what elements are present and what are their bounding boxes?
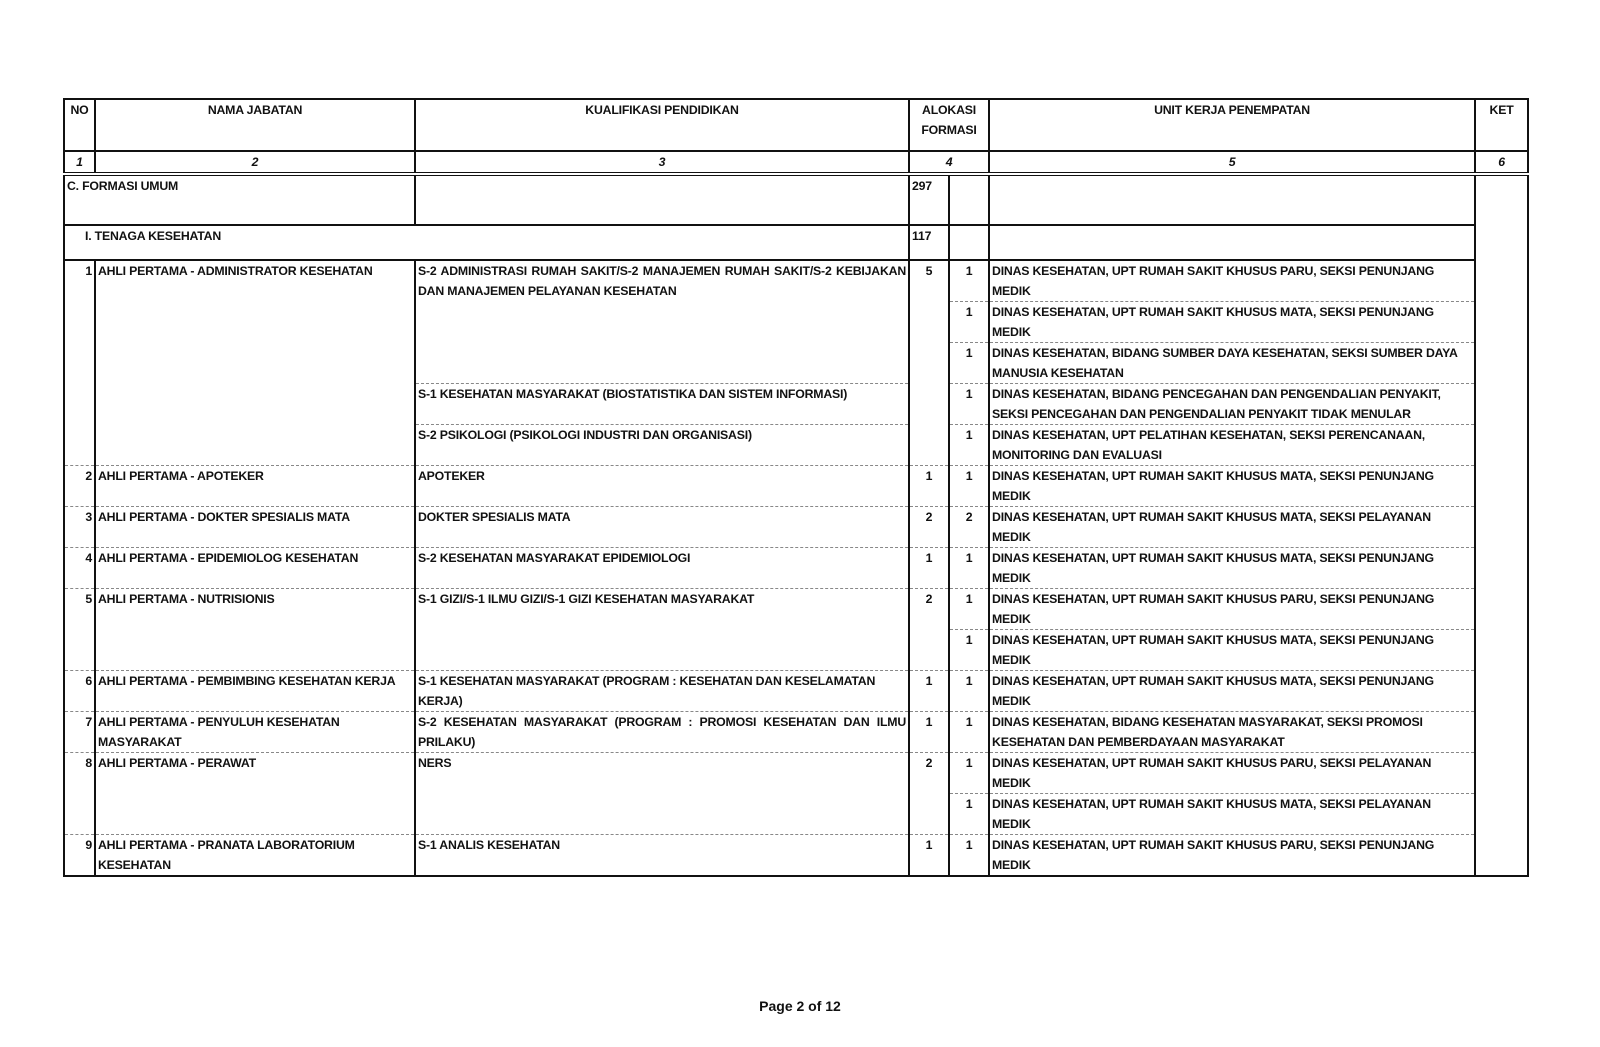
- table-row: [64, 589, 1528, 630]
- row-kualifikasi: S-2 PSIKOLOGI (PSIKOLOGI INDUSTRI DAN ORGANISASI): [415, 425, 909, 466]
- section-row: [64, 174, 1528, 225]
- row-total-empty: [909, 384, 949, 425]
- table-row: [64, 260, 1528, 302]
- column-number-row: [64, 151, 1528, 174]
- row-qty: 1: [949, 589, 989, 630]
- column-number: 5: [989, 151, 1475, 174]
- row-unit: DINAS KESEHATAN, UPT RUMAH SAKIT KHUSUS MATA, SEKSI PENUNJANG MEDIK: [989, 302, 1475, 343]
- section-total: 297: [909, 174, 949, 225]
- row-no: 8: [64, 753, 95, 794]
- row-kualifikasi: S-2 ADMINISTRASI RUMAH SAKIT/S-2 MANAJEMEN RUMAH SAKIT/S-2 KEBIJAKAN DAN MANAJEMEN PELAYANAN KESEHATAN: [415, 260, 909, 384]
- row-jabatan: AHLI PERTAMA - PEMBIMBING KESEHATAN KERJA: [95, 671, 415, 712]
- column-number: 1: [64, 151, 95, 174]
- row-no: 9: [64, 835, 95, 877]
- section-empty: [415, 174, 909, 225]
- header-alokasi-formasi: ALOKASI FORMASI: [909, 99, 989, 151]
- row-no: 1: [64, 260, 95, 302]
- row-jabatan: AHLI PERTAMA - DOKTER SPESIALIS MATA: [95, 507, 415, 548]
- row-total: 2: [909, 753, 949, 794]
- row-qty: 1: [949, 260, 989, 302]
- row-total-empty: [909, 302, 949, 343]
- row-unit: DINAS KESEHATAN, UPT RUMAH SAKIT KHUSUS MATA, SEKSI PENUNJANG MEDIK: [989, 548, 1475, 589]
- row-total-empty: [909, 630, 949, 671]
- column-number: 6: [1475, 151, 1528, 174]
- row-jabatan: AHLI PERTAMA - PRANATA LABORATORIUM KESEHATAN: [95, 835, 415, 877]
- row-kualifikasi: S-1 KESEHATAN MASYARAKAT (BIOSTATISTIKA DAN SISTEM INFORMASI): [415, 384, 909, 425]
- row-unit: DINAS KESEHATAN, UPT PELATIHAN KESEHATAN, SEKSI PERENCANAAN, MONITORING DAN EVALUASI: [989, 425, 1475, 466]
- ket-column: [1475, 174, 1528, 876]
- row-no: 5: [64, 589, 95, 630]
- row-no-empty: [64, 794, 95, 835]
- row-total: 1: [909, 671, 949, 712]
- row-no-empty: [64, 384, 95, 425]
- row-unit: DINAS KESEHATAN, UPT RUMAH SAKIT KHUSUS PARU, SEKSI PENUNJANG MEDIK: [989, 589, 1475, 630]
- row-qty: 1: [949, 630, 989, 671]
- table-header-row: [64, 99, 1528, 151]
- row-no: 6: [64, 671, 95, 712]
- header-no: NO: [64, 99, 95, 151]
- column-number: 2: [95, 151, 415, 174]
- row-total-empty: [909, 343, 949, 384]
- row-kualifikasi: S-1 KESEHATAN MASYARAKAT (PROGRAM : KESEHATAN DAN KESELAMATAN KERJA): [415, 671, 909, 712]
- row-unit: DINAS KESEHATAN, UPT RUMAH SAKIT KHUSUS MATA, SEKSI PELAYANAN MEDIK: [989, 507, 1475, 548]
- row-kualifikasi: S-2 KESEHATAN MASYARAKAT EPIDEMIOLOGI: [415, 548, 909, 589]
- row-unit: DINAS KESEHATAN, UPT RUMAH SAKIT KHUSUS MATA, SEKSI PENUNJANG MEDIK: [989, 671, 1475, 712]
- row-unit: DINAS KESEHATAN, UPT RUMAH SAKIT KHUSUS MATA, SEKSI PENUNJANG MEDIK: [989, 466, 1475, 507]
- table-row: [64, 794, 1528, 835]
- row-kualifikasi: S-2 KESEHATAN MASYARAKAT (PROGRAM : PROMOSI KESEHATAN DAN ILMU PRILAKU): [415, 712, 909, 753]
- table-row: [64, 753, 1528, 794]
- row-no: 3: [64, 507, 95, 548]
- row-total: 1: [909, 548, 949, 589]
- row-unit: DINAS KESEHATAN, UPT RUMAH SAKIT KHUSUS PARU, SEKSI PELAYANAN MEDIK: [989, 753, 1475, 794]
- row-total: 2: [909, 507, 949, 548]
- row-unit: DINAS KESEHATAN, BIDANG PENCEGAHAN DAN PENGENDALIAN PENYAKIT, SEKSI PENCEGAHAN DAN PENGENDALIAN PENYAKIT TIDAK MENULAR: [989, 384, 1475, 425]
- column-number: 4: [909, 151, 989, 174]
- row-qty: 1: [949, 753, 989, 794]
- row-kualifikasi-empty: [415, 630, 909, 671]
- row-jabatan: AHLI PERTAMA - EPIDEMIOLOG KESEHATAN: [95, 548, 415, 589]
- row-unit: DINAS KESEHATAN, UPT RUMAH SAKIT KHUSUS PARU, SEKSI PENUNJANG MEDIK: [989, 260, 1475, 302]
- row-jabatan-empty: [95, 630, 415, 671]
- row-kualifikasi: APOTEKER: [415, 466, 909, 507]
- row-unit: DINAS KESEHATAN, BIDANG KESEHATAN MASYARAKAT, SEKSI PROMOSI KESEHATAN DAN PEMBERDAYAAN MASYARAKAT: [989, 712, 1475, 753]
- section-empty: [949, 174, 989, 225]
- row-qty: 1: [949, 302, 989, 343]
- row-jabatan-empty: [95, 794, 415, 835]
- row-kualifikasi: NERS: [415, 753, 909, 794]
- row-jabatan-empty: [95, 425, 415, 466]
- row-unit: DINAS KESEHATAN, UPT RUMAH SAKIT KHUSUS MATA, SEKSI PENUNJANG MEDIK: [989, 630, 1475, 671]
- section-empty: [989, 174, 1475, 225]
- row-jabatan: AHLI PERTAMA - ADMINISTRATOR KESEHATAN: [95, 260, 415, 302]
- row-unit: DINAS KESEHATAN, UPT RUMAH SAKIT KHUSUS PARU, SEKSI PENUNJANG MEDIK: [989, 835, 1475, 877]
- column-number: 3: [415, 151, 909, 174]
- table-row: [64, 548, 1528, 589]
- formasi-sheet: [63, 98, 1529, 877]
- subsection-empty: [949, 225, 989, 260]
- row-kualifikasi: S-1 ANALIS KESEHATAN: [415, 835, 909, 877]
- page-number: Page 2 of 12: [759, 998, 841, 1014]
- row-qty: 1: [949, 425, 989, 466]
- subsection-label: I. TENAGA KESEHATAN: [64, 225, 909, 260]
- header-nama-jabatan: NAMA JABATAN: [95, 99, 415, 151]
- row-qty: 1: [949, 794, 989, 835]
- header-unit-kerja: UNIT KERJA PENEMPATAN: [989, 99, 1475, 151]
- row-qty: 1: [949, 466, 989, 507]
- row-kualifikasi: S-1 GIZI/S-1 ILMU GIZI/S-1 GIZI KESEHATAN MASYARAKAT: [415, 589, 909, 630]
- row-qty: 1: [949, 548, 989, 589]
- table-row: [64, 712, 1528, 753]
- row-qty: 1: [949, 343, 989, 384]
- table-row: [64, 425, 1528, 466]
- table-row: [64, 466, 1528, 507]
- row-jabatan: AHLI PERTAMA - PERAWAT: [95, 753, 415, 794]
- table-row: [64, 384, 1528, 425]
- row-no-empty: [64, 630, 95, 671]
- table-row: [64, 835, 1528, 877]
- row-qty: 1: [949, 835, 989, 877]
- row-jabatan: AHLI PERTAMA - PENYULUH KESEHATAN MASYARAKAT: [95, 712, 415, 753]
- table-row: [64, 630, 1528, 671]
- row-total: 2: [909, 589, 949, 630]
- row-no-empty: [64, 425, 95, 466]
- row-qty: 1: [949, 712, 989, 753]
- row-jabatan-empty: [95, 343, 415, 384]
- row-no-empty: [64, 302, 95, 343]
- table-row: [64, 507, 1528, 548]
- row-qty: 1: [949, 384, 989, 425]
- header-ket: KET: [1475, 99, 1528, 151]
- subsection-row: [64, 225, 1528, 260]
- row-kualifikasi: DOKTER SPESIALIS MATA: [415, 507, 909, 548]
- row-jabatan-empty: [95, 302, 415, 343]
- row-no: 4: [64, 548, 95, 589]
- subsection-total: 117: [909, 225, 949, 260]
- subsection-empty: [989, 225, 1475, 260]
- row-total: 1: [909, 466, 949, 507]
- row-total: 1: [909, 835, 949, 877]
- table-row: [64, 671, 1528, 712]
- row-unit: DINAS KESEHATAN, BIDANG SUMBER DAYA KESEHATAN, SEKSI SUMBER DAYA MANUSIA KESEHATAN: [989, 343, 1475, 384]
- row-jabatan-empty: [95, 384, 415, 425]
- row-jabatan: AHLI PERTAMA - APOTEKER: [95, 466, 415, 507]
- header-kualifikasi: KUALIFIKASI PENDIDIKAN: [415, 99, 909, 151]
- row-no: 7: [64, 712, 95, 753]
- row-jabatan: AHLI PERTAMA - NUTRISIONIS: [95, 589, 415, 630]
- row-no-empty: [64, 343, 95, 384]
- row-total-empty: [909, 425, 949, 466]
- row-total: 1: [909, 712, 949, 753]
- row-total-empty: [909, 794, 949, 835]
- row-qty: 1: [949, 671, 989, 712]
- formasi-table: [63, 98, 1529, 877]
- row-total: 5: [909, 260, 949, 302]
- row-qty: 2: [949, 507, 989, 548]
- row-kualifikasi-empty: [415, 794, 909, 835]
- row-unit: DINAS KESEHATAN, UPT RUMAH SAKIT KHUSUS MATA, SEKSI PELAYANAN MEDIK: [989, 794, 1475, 835]
- row-no: 2: [64, 466, 95, 507]
- section-label: C. FORMASI UMUM: [64, 174, 415, 225]
